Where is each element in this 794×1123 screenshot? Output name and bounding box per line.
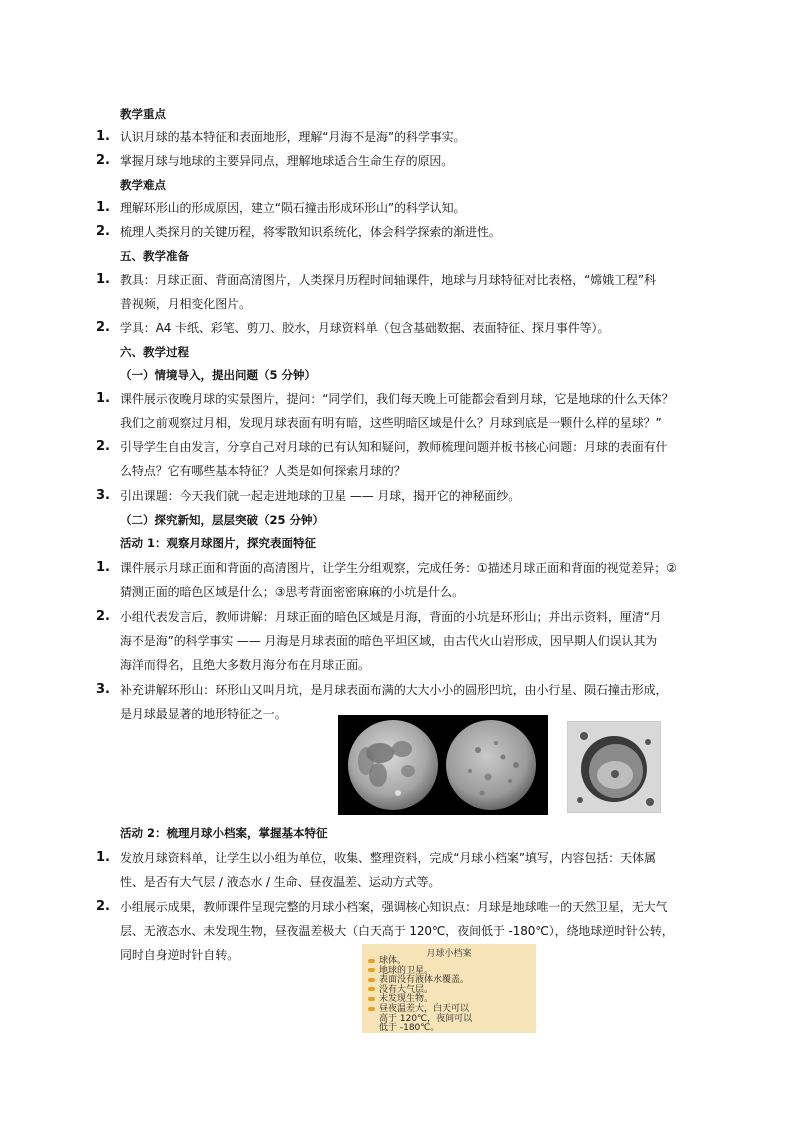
bullet-dot-icon <box>368 978 375 982</box>
bullet-dot-icon <box>368 959 375 963</box>
list-item-continued: 层、无液态水、未发现生物，昼夜温差极大（白天高于 120℃，夜间低于 -180℃），绕地球逆时针公转， <box>120 924 674 938</box>
list-number: 1. <box>96 200 110 215</box>
list-item-continued: 猜测正面的暗色区域是什么；③思考背面密密麻麻的小坑是什么。 <box>120 585 464 599</box>
activity2-heading: 活动 2：梳理月球小档案，掌握基本特征 <box>120 826 328 840</box>
bullet-dot-icon <box>368 997 375 1001</box>
list-item: 引导学生自由发言，分享自己对月球的已有认知和疑问，教师梳理问题并板书核心问题：月球的表面有什 <box>120 440 668 454</box>
list-item: 掌握月球与地球的主要异同点，理解地球适合生命生存的原因。 <box>120 154 454 168</box>
list-item: 引出课题：今天我们就一起走进地球的卫星 —— 月球，揭开它的神秘面纱。 <box>120 489 521 503</box>
card-line: 球体。 <box>368 956 406 966</box>
list-number: 1. <box>96 560 110 575</box>
list-item-continued: 海洋而得名，且绝大多数月海分布在月球正面。 <box>120 658 370 672</box>
list-number: 2. <box>96 320 110 335</box>
list-number: 1. <box>96 272 110 287</box>
list-item-continued: 性、是否有大气层 / 液态水 / 生命、昼夜温差、运动方式等。 <box>120 875 441 889</box>
list-number: 1. <box>96 129 110 144</box>
list-item-continued: 我们之前观察过月相，发现月球表面有明有暗，这些明暗区域是什么？月球到底是一颗什么样的星球？” <box>120 416 662 430</box>
list-number: 3. <box>96 488 110 503</box>
bullet-dot-icon <box>368 968 375 972</box>
list-number: 1. <box>96 850 110 865</box>
moon-illustration <box>338 715 548 815</box>
moon-back <box>446 720 536 810</box>
process-heading: 六、教学过程 <box>120 345 189 359</box>
list-item-continued: 么特点？它有哪些基本特征？人类是如何探索月球的？ <box>120 464 406 478</box>
crater-illustration <box>568 722 660 812</box>
list-item-continued: 普视频，月相变化图片。 <box>120 297 251 311</box>
list-item: 小组代表发言后，教师讲解：月球正面的暗色区域是月海，背面的小坑是环形山；并出示资料，厘清“月 <box>120 610 662 624</box>
moon-profile-card <box>362 944 536 1033</box>
list-item: 学具：A4 卡纸、彩笔、剪刀、胶水，月球资料单（包含基础数据、表面特征、探月事件等）。 <box>120 321 610 335</box>
list-item-continued: 海不是海”的科学事实 —— 月海是月球表面的暗色平坦区域，由古代火山岩形成，因早期人们误认其为 <box>120 634 658 648</box>
list-item: 发放月球资料单，让学生以小组为单位，收集、整理资料，完成“月球小档案”填写，内容包括：天体属 <box>120 851 656 865</box>
card-line: 没有大气层。 <box>368 985 433 995</box>
crater-image <box>567 721 661 813</box>
list-item: 补充讲解环形山：环形山又叫月坑，是月球表面布满的大大小小的圆形凹坑，由小行星、陨石撞击形成， <box>120 683 668 697</box>
list-number: 2. <box>96 439 110 454</box>
card-line: 表面没有液体水覆盖。 <box>368 975 469 985</box>
list-item: 认识月球的基本特征和表面地形，理解“月海不是海”的科学事实。 <box>120 130 466 144</box>
list-number: 3. <box>96 682 110 697</box>
card-line-continued: 高于 120℃，夜间可以 <box>379 1013 473 1024</box>
difficulties-heading: 教学难点 <box>120 178 166 192</box>
card-line-continued: 低于 -180℃。 <box>379 1023 440 1034</box>
activity1-heading: 活动 1：观察月球图片，探究表面特征 <box>120 536 317 550</box>
list-number: 2. <box>96 224 110 239</box>
part2-heading: （二）探究新知，层层突破（25 分钟） <box>120 513 325 527</box>
list-item: 教具：月球正面、背面高清图片，人类探月历程时间轴课件，地球与月球特征对比表格，“嫦娥工程”科 <box>120 273 656 287</box>
part1-heading: （一）情境导入，提出问题（5 分钟） <box>120 368 317 382</box>
card-title: 月球小档案 <box>426 949 472 959</box>
list-item: 课件展示夜晚月球的实景图片，提问：“同学们，我们每天晚上可能都会看到月球，它是地球的什么天体？ <box>120 392 674 406</box>
moon-front-back-image <box>338 715 548 815</box>
bullet-dot-icon <box>368 1007 375 1011</box>
bullet-dot-icon <box>368 987 375 991</box>
list-number: 2. <box>96 153 110 168</box>
list-number: 2. <box>96 899 110 914</box>
card-line: 未发现生物。 <box>368 994 433 1004</box>
card-line: 地球的卫星。 <box>368 966 433 976</box>
card-line: 昼夜温差大，白天可以 <box>368 1004 469 1014</box>
list-number: 1. <box>96 391 110 406</box>
list-number: 2. <box>96 609 110 624</box>
list-item-continued: 是月球最显著的地形特征之一。 <box>120 707 287 721</box>
list-item: 课件展示月球正面和背面的高清图片，让学生分组观察，完成任务：①描述月球正面和背面的视觉差异；② <box>120 561 677 575</box>
list-item-continued: 同时自身逆时针自转。 <box>120 948 240 962</box>
list-item: 理解环形山的形成原因，建立“陨石撞击形成环形山”的科学认知。 <box>120 201 466 215</box>
key-points-heading: 教学重点 <box>120 107 166 121</box>
list-item: 梳理人类探月的关键历程，将零散知识系统化，体会科学探索的渐进性。 <box>120 225 501 239</box>
list-item: 小组展示成果，教师课件呈现完整的月球小档案，强调核心知识点：月球是地球唯一的天然卫星，无大气 <box>120 900 668 914</box>
prep-heading: 五、教学准备 <box>120 249 189 263</box>
